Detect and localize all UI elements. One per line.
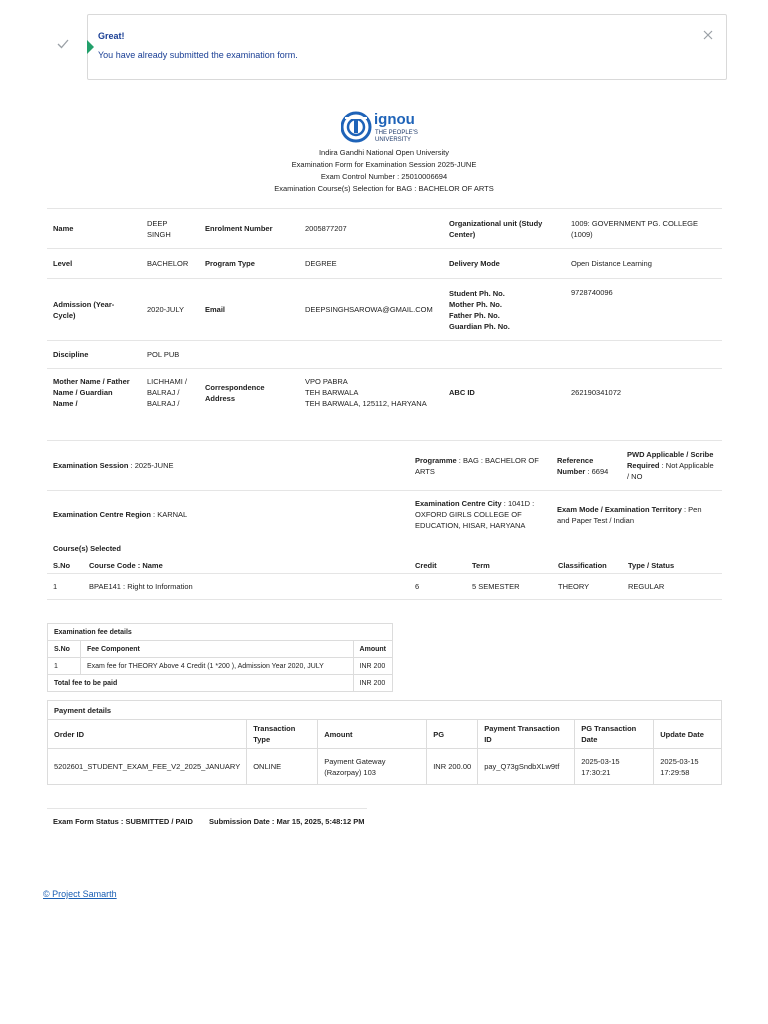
programme-label: Programme (415, 455, 457, 465)
pwd-value: : Not Applicable / NO (627, 461, 714, 481)
alert-title: Great! (98, 31, 125, 41)
control-number: Exam Control Number : 25010006694 (320, 172, 448, 181)
pay-pg: INR 200.00 (427, 749, 478, 785)
discipline-label: Discipline (47, 341, 141, 369)
region-value: : KARNAL (153, 510, 188, 520)
col-course: Course Code : Name (83, 558, 409, 574)
project-samarth-link[interactable]: © Project Samarth (43, 889, 117, 899)
pay-col-amount: Amount (318, 720, 427, 749)
centre-value: : 1041D : OXFORD GIRLS COLLEGE OF EDUCATION, HISAR, HARYANA (415, 499, 535, 531)
university-name: Indira Gandhi National Open University (318, 148, 450, 157)
fee-sno: 1 (48, 658, 81, 675)
exam-session (47, 441, 409, 491)
form-status-bar (47, 808, 367, 826)
course-credit: 6 (409, 574, 466, 600)
col-type-status: Type / Status (622, 558, 722, 574)
payment-table (47, 700, 722, 785)
col-credit: Credit (409, 558, 466, 574)
pay-update-date: 2025-03-15 17:29:58 (654, 749, 722, 785)
exam-session-table (47, 440, 722, 539)
close-icon[interactable] (703, 30, 713, 40)
course-sno: 1 (47, 574, 83, 600)
program-type-value: DEGREE (299, 249, 443, 279)
courses-title: Course(s) Selected (53, 544, 121, 553)
table-row (48, 749, 722, 785)
father-phone-label: Father Ph. No. (449, 310, 500, 320)
student-phone-label: Student Ph. No. (449, 288, 505, 298)
course-type-status: REGULAR (622, 574, 722, 600)
pwd-label: PWD Applicable / Scribe Required (627, 450, 714, 470)
exam-mode (551, 491, 722, 539)
reference-label: Reference Number (557, 455, 594, 476)
submission-date: Submission Date : Mar 15, 2025, 5:48:12 PM (208, 817, 365, 826)
org-label: Organizational unit (Study Center) (443, 209, 565, 249)
pay-col-update-date: Update Date (654, 720, 722, 749)
course-selection-title: Examination Course(s) Selection for BAG : BACHELOR OF ARTS (274, 184, 494, 193)
region (47, 491, 409, 539)
guardian-phone-label: Guardian Ph. No. (449, 321, 510, 331)
level-label: Level (47, 249, 141, 279)
logo-sub2: UNIVERSITY (375, 137, 412, 143)
table-row (47, 574, 722, 600)
programme-value: : BAG : BACHELOR OF ARTS (415, 455, 539, 476)
centre-label: Examination Centre City (415, 499, 502, 509)
pay-col-txn-id: Payment Transaction ID (478, 720, 575, 749)
fee-title: Examination fee details (48, 624, 393, 641)
fee-total-label: Total fee to be paid (48, 675, 354, 692)
fee-table (47, 623, 393, 692)
pay-type: ONLINE (247, 749, 318, 785)
alert-indicator-icon (87, 40, 94, 54)
courses-table (47, 558, 722, 600)
delivery-label: Delivery Mode (443, 249, 565, 279)
program-type-label: Program Type (199, 249, 299, 279)
level-value: BACHELOR (141, 249, 199, 279)
payment-title: Payment details (48, 701, 722, 720)
pay-pg-date: 2025-03-15 17:30:21 (575, 749, 654, 785)
col-classification: Classification (552, 558, 622, 574)
address-line2: TEH BARWALA (305, 388, 359, 398)
abc-value: 262190341072 (565, 369, 722, 417)
check-icon (57, 38, 69, 50)
admission-label: Admission (Year-Cycle) (47, 279, 141, 341)
fee-amount: INR 200 (353, 658, 392, 675)
region-label: Examination Centre Region (53, 510, 151, 520)
col-sno: S.No (47, 558, 83, 574)
phone-value: 9728740096 (565, 279, 722, 341)
fee-col-amount: Amount (353, 641, 392, 658)
student-info-table (47, 208, 722, 417)
exam-session-value: : 2025-JUNE (130, 461, 174, 470)
programme (409, 441, 551, 491)
form-status: Exam Form Status : SUBMITTED / PAID (53, 817, 193, 826)
address-value (299, 369, 443, 417)
enrol-value: 2005877207 (299, 209, 443, 249)
parents-value: LICHHAMI / BALRAJ / BALRAJ / (141, 369, 199, 417)
exam-session-label: Examination Session (53, 461, 129, 470)
logo-sub1: THE PEOPLE'S (375, 130, 418, 136)
pay-txn-id: pay_Q73gSndbXLw9tf (478, 749, 575, 785)
course-term: 5 SEMESTER (466, 574, 552, 600)
reference (551, 441, 621, 491)
alert-message: You have already submitted the examination form. (98, 50, 298, 60)
logo-text: ignou (374, 111, 415, 128)
email-label: Email (199, 279, 299, 341)
abc-label: ABC ID (443, 369, 565, 417)
name-label: Name (47, 209, 141, 249)
enrol-label: Enrolment Number (199, 209, 299, 249)
ignou-logo (341, 108, 431, 148)
name-value: DEEP SINGH (141, 209, 199, 249)
reference-value: : 6694 (587, 466, 609, 476)
admission-value: 2020-JULY (141, 279, 199, 341)
address-label: Correspondence Address (199, 369, 299, 417)
discipline-value: POL PUB (141, 341, 199, 369)
mother-phone-label: Mother Ph. No. (449, 299, 502, 309)
pay-col-pg-date: PG Transaction Date (575, 720, 654, 749)
fee-component: Exam fee for THEORY Above 4 Credit (1 *200 ), Admission Year 2020, JULY (81, 658, 354, 675)
mode-value: : Pen and Paper Test / Indian (557, 504, 702, 525)
pwd (621, 441, 722, 491)
col-term: Term (466, 558, 552, 574)
table-row (48, 658, 393, 675)
form-title: Examination Form for Examination Session 2025-JUNE (291, 160, 477, 169)
pay-col-order: Order ID (48, 720, 247, 749)
address-line1: VPO PABRA (305, 377, 348, 387)
pay-order-id: 5202601_STUDENT_EXAM_FEE_V2_2025_JANUARY (48, 749, 247, 785)
phone-labels (443, 279, 565, 341)
fee-col-sno: S.No (48, 641, 81, 658)
mode-label: Exam Mode / Examination Territory (557, 504, 682, 514)
course-classification: THEORY (552, 574, 622, 600)
pay-col-pg: PG (427, 720, 478, 749)
success-alert (87, 14, 727, 80)
fee-col-component: Fee Component (81, 641, 354, 658)
pay-col-type: Transaction Type (247, 720, 318, 749)
centre (409, 491, 551, 539)
course-name: BPAE141 : Right to Information (83, 574, 409, 600)
address-line3: TEH BARWALA, 125112, HARYANA (305, 399, 427, 409)
parents-label: Mother Name / Father Name / Guardian Name / (47, 369, 141, 417)
email-value: DEEPSINGHSAROWA@GMAIL.COM (299, 279, 443, 341)
fee-total-value: INR 200 (353, 675, 392, 692)
delivery-value: Open Distance Learning (565, 249, 722, 279)
org-value: 1009: GOVERNMENT PG. COLLEGE (1009) (565, 209, 722, 249)
pay-amount: Payment Gateway (Razorpay) 103 (318, 749, 427, 785)
